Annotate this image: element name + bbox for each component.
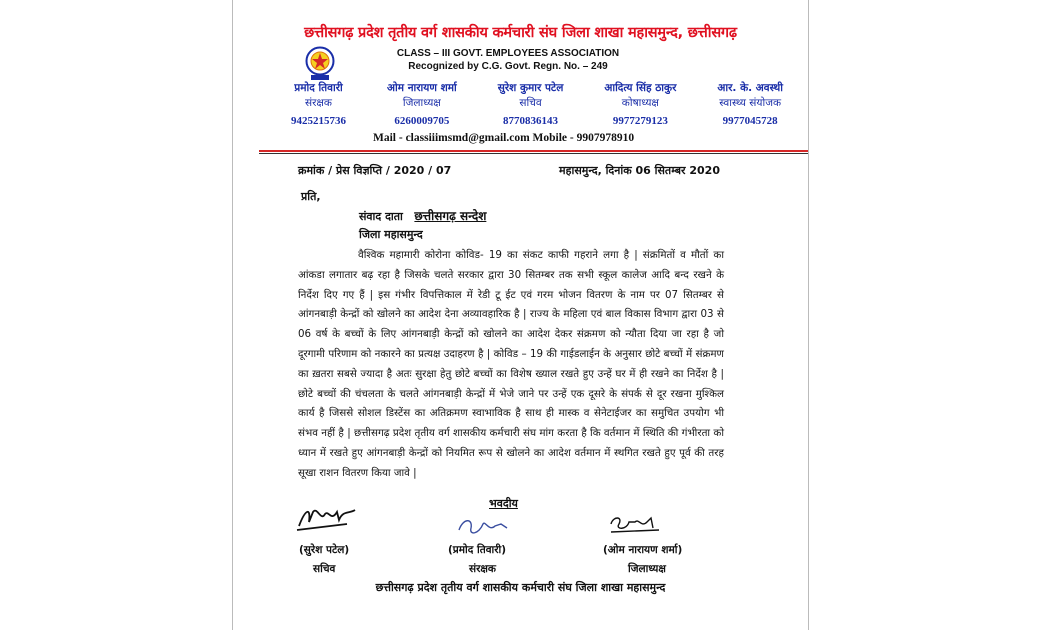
officer-item	[717, 81, 783, 130]
officer-name: आर. के. अवस्थी	[717, 82, 783, 94]
officer-name: सुरेश कुमार पटेल	[497, 82, 564, 94]
signatory-role: जिलाध्यक्ष	[628, 563, 666, 575]
officer-phone: 9977045728	[722, 115, 778, 127]
signatory-name: (प्रमोद तिवारी)	[448, 544, 507, 556]
officer-item	[291, 81, 346, 130]
closing: भवदीय	[489, 497, 518, 510]
recipient-line	[359, 207, 486, 224]
officer-name: प्रमोद तिवारी	[294, 82, 343, 94]
officer-role: सचिव	[519, 97, 542, 109]
signature-om-narayan-sharma	[605, 512, 665, 538]
letter-footer: छत्तीसगढ़ प्रदेश तृतीय वर्ग शासकीय कर्मचारी संघ जिला शाखा महासमुन्द	[375, 581, 666, 594]
letterhead-title: छत्तीसगढ़ प्रदेश तृतीय वर्ग शासकीय कर्मचारी संघ जिला शाखा महासमुन्द, छत्तीसगढ़	[304, 25, 737, 41]
header-divider	[259, 150, 808, 152]
letter-body: वैश्विक महामारी कोरोना कोविड- 19 का संकट काफी गहराने लगा है | संक्रमितों व मौतों का आंकडा लगातार बढ़ रहा है जिसके चलते सरकार द्वारा 30 सितम्बर तक सभी स्कूल कालेज आदि बन्द रखने के निर्देश दिए गए हैं | इस गंभीर विपत्तिकाल में रेडी टू ईट एवं गरम भोजन वितरण के नाम पर 07 सितम्बर से आंगनबाड़ी केन्द्रों को खोलने का आदेश देना अव्यावहारिक है | राज्य के महिला एवं बाल विकास विभाग द्वारा 03 से 06 वर्ष के बच्चों के लिए आंगनबाड़ी केन्द्रों को खोलने का आदेश देकर संक्रमण को न्यौता दिया जा रहा है जो दूरगामी परिणाम को नकारने का प्रत्यक्ष उदाहरण है | कोविड – 19 की गाईडलाईन के अनुसार छोटे बच्चों में संक्रमण का ख़तरा सबसे ज्यादा है अतः सुरक्षा हेतु छोटे बच्चों का विशेष ख्याल रखते हुए उन्हें घर में ही रखने का निर्देश है | छोटे बच्चों की चंचलता के चलते आंगनबाड़ी केन्द्रों में भेजे जाने पर उन्हें एक दूसरे के संपर्क से दूर रखना मुश्किल कार्य है जिससे सोशल डिस्टेंस का अतिक्रमण स्वाभाविक है साथ ही मास्क व सेनेटाईजर का समुचित उपयोग भी संभव नहीं है | छत्तीसगढ़ प्रदेश तृतीय वर्ग शासकीय कर्मचारी संघ मांग करता है कि वर्तमान में स्थिति की गंभीरता को ध्यान में रखते हुए आंगनबाड़ी केन्द्रों को नियमित रूप से खोलने का आदेश वर्तमान में स्थगित रखते हुए पूर्व की तरह सूखा राशन वितरण किया जावे |	[298, 249, 724, 479]
officer-item	[498, 81, 564, 130]
recipient-district: जिला महासमुन्द	[359, 228, 423, 241]
officer-phone: 6260009705	[394, 115, 450, 127]
recipient-label: संवाद दाता	[359, 210, 403, 223]
salutation: प्रति,	[301, 190, 321, 203]
association-emblem-icon	[305, 44, 335, 82]
contact-line: Mail - classiiimsmd@gmail.com Mobile - 9907978910	[373, 132, 635, 144]
signatory-name: (सुरेश पटेल)	[299, 544, 350, 556]
signature-suresh-patel	[295, 500, 361, 536]
association-name: CLASS – III GOVT. EMPLOYEES ASSOCIATION	[396, 48, 620, 59]
officer-item	[387, 81, 457, 130]
officer-name: ओम नारायण शर्मा	[387, 82, 457, 94]
letter-page	[232, 0, 809, 630]
reference-number: क्रमांक / प्रेस विज्ञप्ति / 2020 / 07	[298, 164, 452, 177]
signatory-role: संरक्षक	[469, 563, 496, 575]
officer-phone: 9425215736	[291, 115, 346, 127]
officer-item	[604, 81, 676, 130]
recognition-line: Recognized by C.G. Govt. Regn. No. – 249	[408, 61, 608, 72]
header-divider-thin	[259, 153, 808, 154]
signatory-name: (ओम नारायण शर्मा)	[603, 544, 683, 556]
officer-role: स्वास्थ्य संयोजक	[719, 97, 782, 109]
signatory-role: सचिव	[313, 563, 336, 575]
officer-role: संरक्षक	[305, 97, 332, 109]
signature-pramod-tiwari	[453, 512, 513, 540]
officer-role: कोषाध्यक्ष	[621, 97, 659, 109]
officers-list	[291, 81, 783, 130]
recipient-paper: छत्तीसगढ़ सन्देश	[414, 209, 487, 223]
officer-phone: 9977279123	[612, 115, 668, 127]
officer-role: जिलाध्यक्ष	[402, 97, 441, 109]
officer-name: आदित्य सिंह ठाकुर	[604, 82, 677, 94]
officer-phone: 8770836143	[503, 115, 559, 127]
place-date: महासमुन्द, दिनांक 06 सितम्बर 2020	[559, 164, 720, 177]
